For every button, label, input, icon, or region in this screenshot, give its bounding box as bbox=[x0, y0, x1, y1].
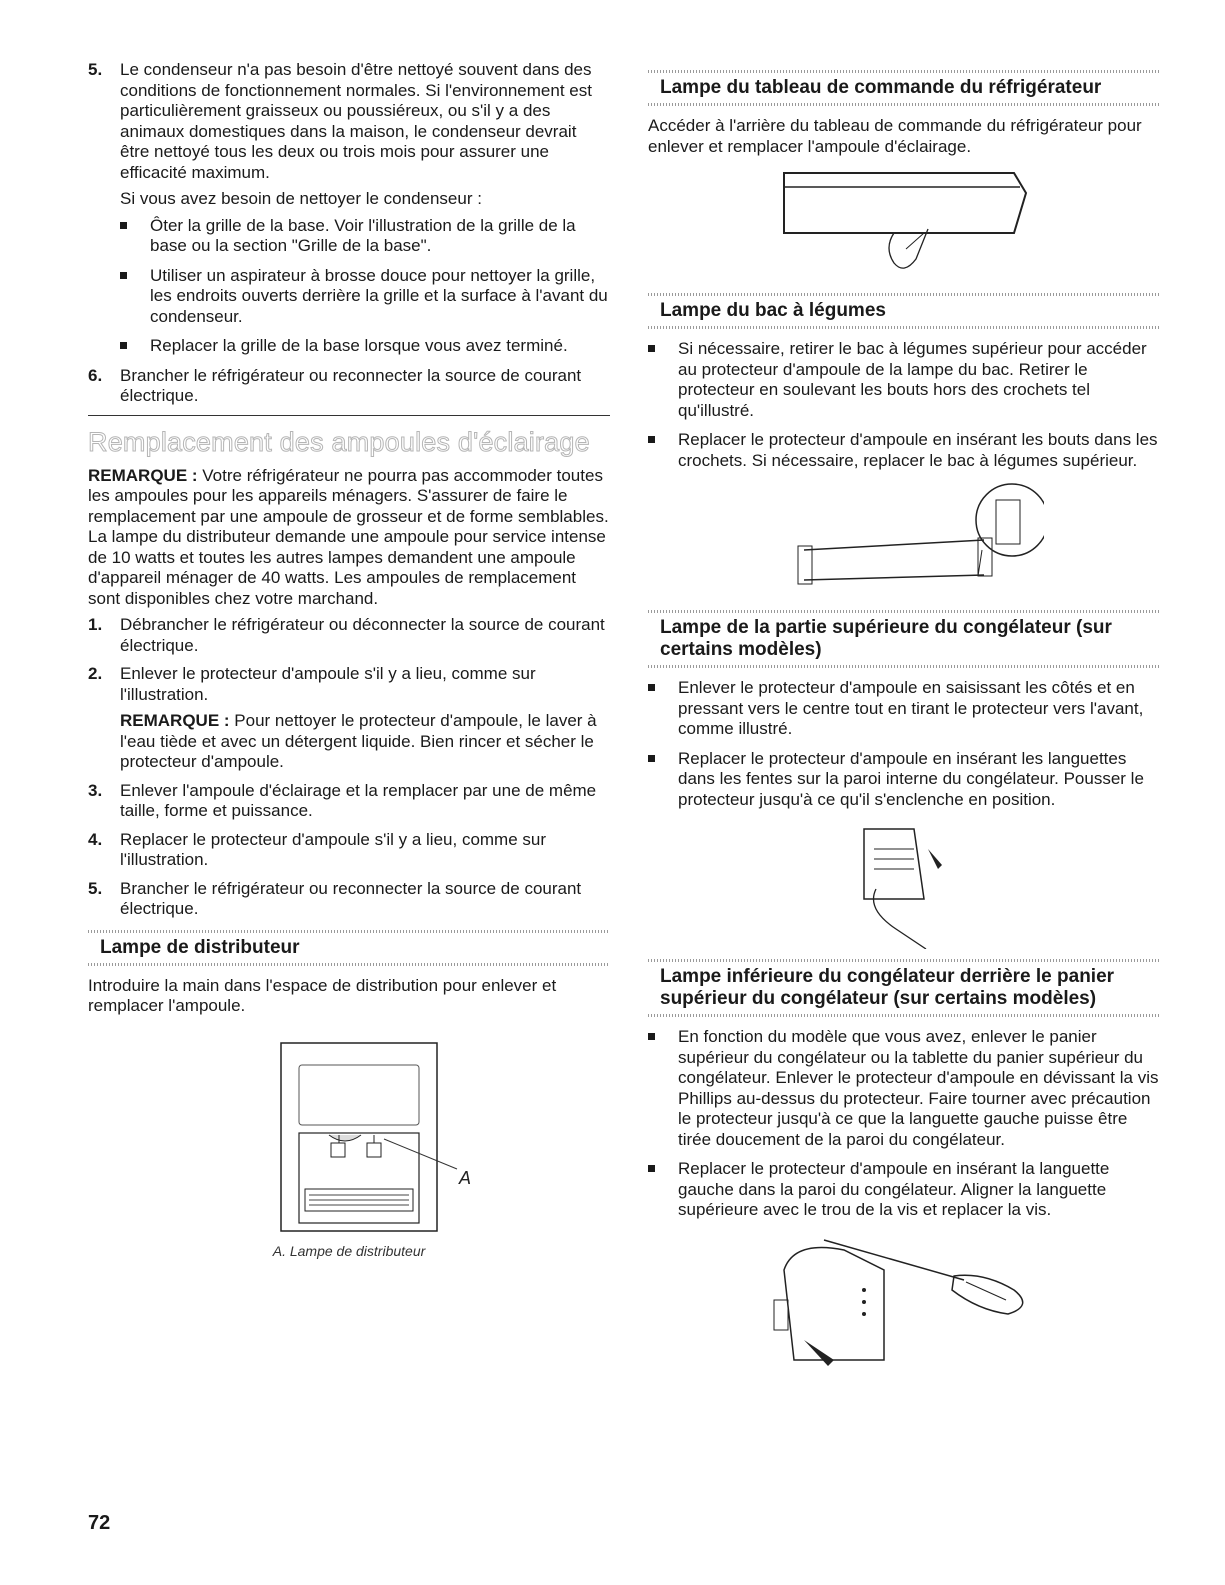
bullet-square-icon bbox=[648, 684, 655, 691]
bullet-square-icon bbox=[648, 1165, 655, 1172]
bullet-square-icon bbox=[648, 1033, 655, 1040]
right-column bbox=[648, 64, 1160, 1380]
step-text: Le condenseur n'a pas besoin d'être nettoyé souvent dans des conditions de fonctionnement normales. Si l'environnement est particulièrement graisseux ou poussiéreux, ou s'il y a des animaux domestiques dans la maison, le condenseur devrait être nettoyé tous les deux ou trois mois pour assurer une efficacité maximum. bbox=[120, 60, 592, 182]
step-number: 6. bbox=[88, 365, 103, 385]
remarque-note: REMARQUE : Votre réfrigérateur ne pourra pas accommoder toutes les ampoules pour les appareils ménagers. S'assurer de faire le remplacement par une ampoule de grosseur et de forme semblables. La lampe du distributeur demande une ampoule pour service intense de 10 watts et toutes les autres lampes demandent une ampoule d'appareil ménager de 40 watts. Les ampoules de remplacement sont disponibles chez votre marchand. bbox=[88, 465, 609, 608]
section-title: Remplacement des ampoules d'éclairage bbox=[88, 426, 590, 457]
figure-caption: A. Lampe de distributeur bbox=[272, 1242, 426, 1259]
bullet-square-icon bbox=[120, 272, 127, 279]
list-item: 2. Enlever le protecteur d'ampoule s'il y a lieu, comme sur l'illustration. REMARQUE : Pour nettoyer le protecteur d'ampoule, le laver à l'eau tiède et avec un détergent liquide. Bien rincer et sécher le protecteur d'ampoule. bbox=[88, 664, 610, 773]
list-item: Replacer la grille de la base lorsque vous avez terminé. bbox=[120, 336, 610, 357]
dispenser-text: Introduire la main dans l'espace de distribution pour enlever et remplacer l'ampoule. bbox=[88, 975, 557, 1015]
crisper-bullet-list bbox=[648, 339, 1160, 471]
freezer-lower-bullet-list bbox=[648, 1027, 1160, 1221]
list-item: Ôter la grille de la base. Voir l'illustration de la grille de la base ou la section "Grille de la base". bbox=[120, 216, 610, 257]
subsection-title: Lampe du bac à légumes bbox=[660, 300, 886, 321]
crisper-illustration bbox=[764, 480, 1044, 600]
subsection-title: Lampe inférieure du congélateur derrière le panier supérieur du congélateur (sur certains modèles) bbox=[660, 966, 1115, 1009]
step-subtext: Si vous avez besoin de nettoyer le condenseur : bbox=[120, 189, 482, 208]
list-item: 3. Enlever l'ampoule d'éclairage et la remplacer par une de même taille, forme et puissance. bbox=[88, 780, 597, 820]
step-5-condenser bbox=[88, 60, 610, 357]
page-number: 72 bbox=[88, 1512, 111, 1534]
freezer-top-heading bbox=[648, 610, 1160, 668]
freezer-top-bullet-list bbox=[648, 678, 1160, 810]
bullet-square-icon bbox=[648, 345, 655, 352]
list-item: Utiliser un aspirateur à brosse douce pour nettoyer la grille, les endroits ouverts derrière la grille et la surface à l'avant du condenseur. bbox=[120, 266, 610, 328]
bullet-square-icon bbox=[120, 222, 127, 229]
bullet-square-icon bbox=[648, 436, 655, 443]
dispenser-illustration bbox=[219, 1039, 479, 1239]
control-panel-heading bbox=[648, 70, 1160, 106]
freezer-lower-illustration bbox=[744, 1230, 1064, 1380]
list-item: Si nécessaire, retirer le bac à légumes supérieur pour accéder au protecteur d'ampoule de la lampe du bac. Retirer le protecteur en soulevant les bouts hors des crochets tel qu'illustré. bbox=[648, 339, 1160, 421]
condenser-bullet-list bbox=[120, 216, 610, 357]
subsection-title: Lampe du tableau de commande du réfrigérateur bbox=[660, 77, 1102, 98]
list-item: Replacer le protecteur d'ampoule en insérant la languette gauche dans la paroi du congélateur. Aligner la languette supérieure avec le trou de la vis et replacer la vis. bbox=[648, 1159, 1160, 1221]
list-item: 5. Brancher le réfrigérateur ou reconnecter la source de courant électrique. bbox=[88, 878, 582, 918]
freezer-top-illustration bbox=[804, 819, 1004, 949]
list-item: Enlever le protecteur d'ampoule en saisissant les côtés et en pressant vers le centre tout en tirant le protecteur vers l'avant, comme illustré. bbox=[648, 678, 1160, 740]
control-panel-illustration bbox=[764, 163, 1044, 283]
list-item: En fonction du modèle que vous avez, enlever le panier supérieur du congélateur ou la tablette du panier supérieur du congélateur. Enlever le protecteur d'ampoule en dévissant la vis Phillips au-dessus du protecteur. Faire tourner avec précaution le protecteur jusqu'à ce que la languette gauche puisse être tirée doucement de la paroi du congélateur. bbox=[648, 1027, 1160, 1150]
bullet-square-icon bbox=[648, 755, 655, 762]
callout-a: A bbox=[459, 1167, 472, 1188]
bullet-square-icon bbox=[120, 342, 127, 349]
step-6-reconnect bbox=[88, 366, 610, 407]
subsection-title: Lampe de distributeur bbox=[100, 936, 300, 958]
dispenser-heading bbox=[88, 930, 610, 966]
step-number: 5. bbox=[88, 60, 103, 79]
list-item: 4. Replacer le protecteur d'ampoule s'il y a lieu, comme sur l'illustration. bbox=[88, 829, 547, 869]
subsection-title: Lampe de la partie supérieure du congélateur (sur certains modèles) bbox=[660, 617, 1112, 660]
freezer-lower-heading bbox=[648, 959, 1160, 1017]
list-item: 1. Débrancher le réfrigérateur ou déconnecter la source de courant électrique. bbox=[88, 615, 605, 655]
step-text: Brancher le réfrigérateur ou reconnecter la source de courant électrique. bbox=[120, 365, 582, 405]
list-item: Replacer le protecteur d'ampoule en insérant les bouts dans les crochets. Si nécessaire, replacer le bac à légumes supérieur. bbox=[648, 430, 1160, 471]
control-panel-text: Accéder à l'arrière du tableau de commande du réfrigérateur pour enlever et remplacer l'ampoule d'éclairage. bbox=[648, 116, 1142, 156]
crisper-heading bbox=[648, 293, 1160, 329]
step-2-note: REMARQUE : Pour nettoyer le protecteur d'ampoule, le laver à l'eau tiède et avec un détergent liquide. Bien rincer et sécher le protecteur d'ampoule. bbox=[120, 711, 597, 771]
list-item: Replacer le protecteur d'ampoule en insérant les languettes dans les fentes sur la paroi interne du congélateur. Pousser le protecteur jusqu'à ce qu'il s'enclenche en position. bbox=[648, 749, 1160, 811]
left-column bbox=[88, 60, 610, 1259]
section-divider bbox=[88, 415, 610, 416]
